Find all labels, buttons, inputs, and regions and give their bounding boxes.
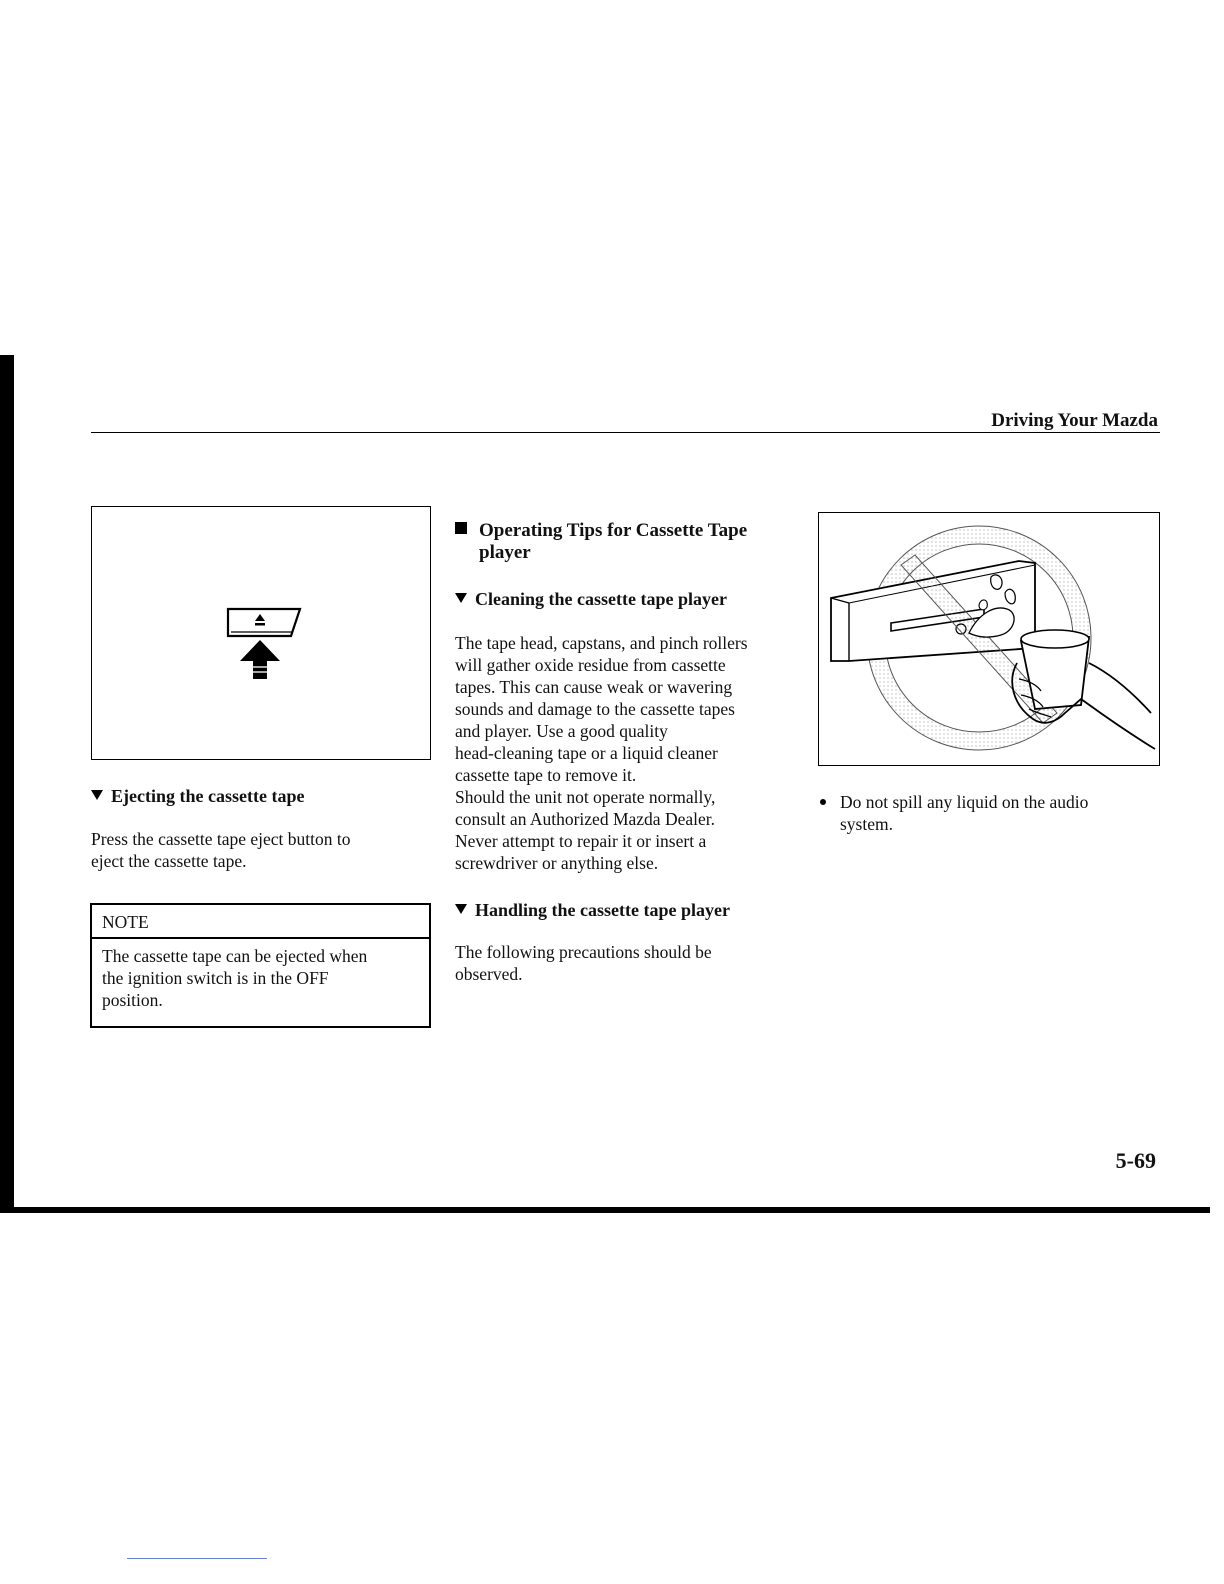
handling-heading: [455, 899, 730, 921]
ejecting-heading: [91, 785, 304, 807]
text-line: consult an Authorized Mazda Dealer.: [455, 809, 715, 829]
handling-heading-text: Handling the cassette tape player: [475, 900, 730, 920]
text-line: The tape head, capstans, and pinch rollers: [455, 633, 748, 653]
ejecting-heading-text: Ejecting the cassette tape: [111, 786, 305, 806]
bottom-rule: [0, 1207, 1210, 1213]
text-line: The following precautions should be: [455, 942, 712, 962]
text-line: will gather oxide residue from cassette: [455, 655, 726, 675]
triangle-bullet-icon: [455, 593, 467, 603]
section-heading-line: player: [479, 542, 531, 563]
press-arrow-icon: [240, 640, 280, 679]
text-line: eject the cassette tape.: [91, 851, 247, 871]
note-box: [90, 903, 431, 1028]
liquid-drop: [979, 600, 987, 610]
text-line: head-cleaning tape or a liquid cleaner: [455, 743, 718, 763]
text-line: position.: [102, 990, 163, 1010]
triangle-bullet-icon: [91, 790, 103, 800]
square-bullet-icon: [455, 522, 467, 534]
triangle-bullet-icon: [455, 904, 467, 914]
arm-outline: [1089, 663, 1151, 713]
text-line: Should the unit not operate normally,: [455, 787, 716, 807]
operating-tips-heading: [455, 520, 795, 564]
text-line: The cassette tape can be ejected when: [102, 946, 368, 966]
text-line: Never attempt to repair it or insert a: [455, 831, 707, 851]
section-heading-line: Operating Tips for Cassette Tape: [479, 520, 748, 541]
text-line: system.: [840, 814, 893, 834]
cleaning-body: [455, 632, 805, 874]
bullet-dot-icon: [820, 799, 826, 805]
note-text: [92, 939, 429, 1015]
page-number: 5-69: [1115, 1148, 1156, 1173]
handling-body: [455, 941, 805, 985]
text-line: sounds and damage to the cassette tapes: [455, 699, 735, 719]
eject-button-illustration: [92, 507, 430, 759]
no-liquid-figure: [818, 512, 1160, 766]
text-line: Press the cassette tape eject button to: [91, 829, 351, 849]
bullet-item: [818, 791, 1158, 835]
ejecting-body: [91, 828, 431, 872]
no-liquid-illustration: [819, 513, 1159, 765]
text-line: the ignition switch is in the OFF: [102, 968, 329, 988]
header-title: Driving Your Mazda: [991, 410, 1158, 431]
header-rule: [91, 432, 1160, 433]
cleaning-heading: [455, 588, 727, 610]
text-line: tapes. This can cause weak or wavering: [455, 677, 733, 697]
text-line: cassette tape to remove it.: [455, 765, 637, 785]
text-line: and player. Use a good quality: [455, 721, 668, 741]
footer-link-line: [127, 1558, 267, 1559]
text-line: Do not spill any liquid on the audio: [840, 792, 1089, 812]
text-line: screwdriver or anything else.: [455, 853, 659, 873]
cleaning-heading-text: Cleaning the cassette tape player: [475, 589, 727, 609]
text-line: observed.: [455, 964, 523, 984]
left-margin-bar: [0, 355, 14, 1213]
eject-button-figure: [91, 506, 431, 760]
liquid-drop: [991, 575, 1002, 589]
note-label: NOTE: [92, 905, 429, 939]
